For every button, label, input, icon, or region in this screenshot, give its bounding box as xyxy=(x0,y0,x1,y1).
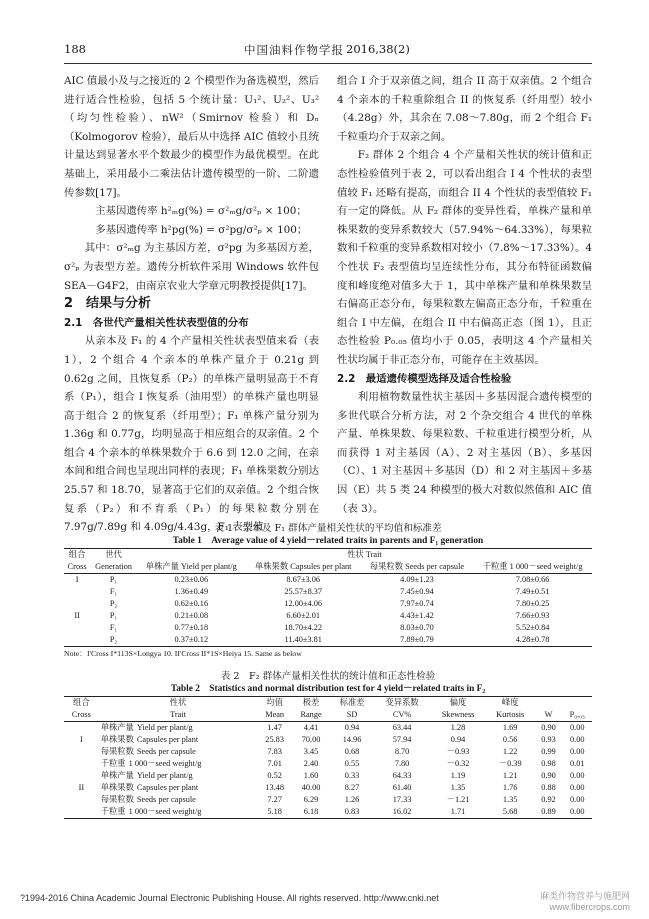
value-cell: 0.55 xyxy=(344,759,360,768)
table-2-header-en: Mean xyxy=(257,709,292,722)
value-cell: 0.56 xyxy=(502,735,518,744)
value-cell: 0.37±0.12 xyxy=(137,634,246,647)
value-cell: 12.00±4.06 xyxy=(284,599,323,608)
value-cell: 0.89 xyxy=(535,806,563,819)
value-cell: 7.97±0.74 xyxy=(400,599,434,608)
value-cell: 0.33 xyxy=(344,771,360,780)
value-cell: 7.89±0.79 xyxy=(361,634,473,647)
value-cell: 1.26 xyxy=(344,795,360,804)
value-cell: 0.94 xyxy=(344,723,360,732)
value-cell: 1.47 xyxy=(267,723,282,732)
page-footer xyxy=(20,891,640,912)
trait-cell xyxy=(99,734,258,746)
value-cell: 7.45±0.94 xyxy=(400,587,434,596)
trait-cell xyxy=(99,746,258,758)
table-1-note: Note：I'Cross I*113S×Longya 10. II'Cross II*1S×Heiya 15. Same as below xyxy=(64,649,302,658)
table-2-caption-en: Table 2 Statistics and normal distribution test for 4 yield－related traits in F₂ xyxy=(170,684,486,694)
table-2-header-cn: 标准差 xyxy=(330,697,374,710)
value-cell: 7.49±0.51 xyxy=(515,587,550,596)
trait-cn: 千粒重 xyxy=(100,807,126,816)
value-cell: 8.67±3.06 xyxy=(286,575,321,584)
table-row xyxy=(64,610,592,622)
table-row xyxy=(64,770,592,782)
table-row xyxy=(64,622,592,634)
body-paragraph: 从亲本及 F₁ 的 4 个产量相关性状表型值来看（表 1），2 个组合 4 个亲本的单株产量介于 0.21g 到 0.62g 之间，且恢复系（P₂）的单株产量明显高于不育系（P₁），组合 I 恢复系（油用型）的单株产量也明显高于组合 2 的恢复系（纤用型）；F₁ 单株产量分别为 1.36g 和 0.77g，均明显高于相应组合的双亲值。2 个组合 4 个亲本的单株果数介于 6.6 到 12.0 之间，在亲本间和组合间也呈现出同样的表现；F₁ 单株果数分别达 25.57 和 18.70，显著高于它们的双亲值。2 个组合恢复系（P₂）和不育系（P₁）的每果粒数分别在 7.97g/7.89g 和 4.09g/4.43g，F₁ 表型值 xyxy=(64,335,319,534)
table-row xyxy=(64,746,592,758)
value-cell: 0.93 xyxy=(541,735,556,744)
value-cell: 2.40 xyxy=(303,759,319,768)
table-1-header-trait: 性状 Trait xyxy=(137,549,592,562)
value-cell: 11.40±3.81 xyxy=(246,634,361,647)
table-2-header-cn: 峰度 xyxy=(486,697,535,710)
trait-cn: 单株果数 xyxy=(100,783,134,792)
value-cell: 7.83 xyxy=(267,747,282,756)
generation-cell: P₁ xyxy=(109,575,118,584)
value-cell: －0.39 xyxy=(498,759,522,768)
value-cell: 0.00 xyxy=(570,723,585,732)
table-1-header-cross-en: Cross xyxy=(64,561,90,574)
table-1-header-cross-cn: 组合 xyxy=(64,549,90,562)
trait-cell xyxy=(99,770,258,782)
cross-cell xyxy=(64,634,90,647)
trait-en: Capsules per plant xyxy=(136,783,199,792)
table-row xyxy=(64,722,592,735)
value-cell: 0.00 xyxy=(570,747,585,756)
value-cell: 7.01 xyxy=(267,759,282,768)
value-cell: 1.60 xyxy=(303,771,319,780)
value-cell: 4.28±0.78 xyxy=(473,634,592,647)
table-2-header-en: Skewness xyxy=(430,709,486,722)
value-cell: 0.00 xyxy=(563,806,592,819)
value-cell: 1.36±0.49 xyxy=(174,587,209,596)
table-1-grid xyxy=(64,548,592,647)
value-cell: 8.03±0.70 xyxy=(400,623,434,632)
value-cell: 17.33 xyxy=(392,795,412,804)
value-cell: 64.33 xyxy=(392,771,412,780)
table-2-header-en: SD xyxy=(330,709,374,722)
value-cell: 8.27 xyxy=(344,783,360,792)
table-row xyxy=(64,598,592,610)
value-cell: 7.80 xyxy=(394,759,410,768)
value-cell: 0.90 xyxy=(541,771,556,780)
trait-en: Capsules per plant xyxy=(136,735,199,744)
table-2-header-en: Kurtosis xyxy=(486,709,535,722)
table-row xyxy=(64,586,592,598)
value-cell: 4.41 xyxy=(303,723,319,732)
subsection-heading: 2.1 各世代产量相关性状表型值的分布 xyxy=(64,316,249,329)
table-2-header-cn xyxy=(563,697,592,710)
trait-en: 1 000－seed weight/g xyxy=(128,807,202,816)
page-number: 188 xyxy=(64,42,86,56)
formula-line: 主基因遗传率 h²ₘg(%) = σ²ₘg/σ²ₚ × 100； xyxy=(95,205,307,218)
table-row xyxy=(64,634,592,647)
table-1-body xyxy=(64,574,592,647)
right-column xyxy=(337,72,592,518)
running-header xyxy=(64,42,592,60)
value-cell: 0.00 xyxy=(570,795,585,804)
value-cell: －0.93 xyxy=(446,747,470,756)
trait-cell xyxy=(99,806,258,819)
value-cell: 4.43±1.42 xyxy=(400,611,434,620)
table-1-header-generation-en: Generation xyxy=(90,561,137,574)
trait-cn: 每果粒数 xyxy=(100,795,134,804)
value-cell: 7.27 xyxy=(267,795,282,804)
generation-cell: P₁ xyxy=(109,611,118,620)
value-cell: 25.83 xyxy=(265,735,284,744)
value-cell: 0.21±0.08 xyxy=(174,611,209,620)
generation-cell: P₂ xyxy=(109,599,118,608)
table-2-header-en: CV% xyxy=(374,709,430,722)
value-cell: 63.44 xyxy=(392,723,412,732)
table-2-body xyxy=(64,722,592,819)
value-cell: 4.09±1.23 xyxy=(400,575,434,584)
cross-cell xyxy=(64,806,99,819)
value-cell: 6.18 xyxy=(292,806,330,819)
value-cell: 5.18 xyxy=(257,806,292,819)
table-2-header-en: Trait xyxy=(99,709,258,722)
table-2-header-en: W xyxy=(535,709,563,722)
value-cell: 70.00 xyxy=(301,735,321,744)
value-cell: 1.28 xyxy=(450,723,466,732)
trait-en: Yield per plant/g xyxy=(136,771,193,780)
cross-cell xyxy=(64,794,99,806)
cross-cell: II xyxy=(78,783,85,792)
table-row xyxy=(64,782,592,794)
value-cell: 18.70±4.22 xyxy=(284,623,323,632)
trait-cn: 单株果数 xyxy=(100,735,134,744)
table-2-grid xyxy=(64,696,592,819)
value-cell: 0.88 xyxy=(541,783,556,792)
value-cell: 0.99 xyxy=(541,747,556,756)
section-heading: 2 结果与分析 xyxy=(64,296,152,312)
value-cell: 0.94 xyxy=(450,735,466,744)
value-cell: －0.32 xyxy=(446,759,470,768)
table-2-header-en: P₀.₀₅ xyxy=(563,709,592,722)
table-2-header-cn xyxy=(535,697,563,710)
cross-cell: I xyxy=(79,735,83,744)
site-watermark: 麻类作物营养与施肥网 www.fibercrops.com xyxy=(539,891,630,912)
subsection-heading: 2.2 最适遗传模型选择及适合性检验 xyxy=(337,372,512,385)
body-paragraph: 利用植物数量性状主基因＋多基因混合遗传模型的多世代联合分析方法，对 2 个杂交组合 4 世代的单株产量、单株果数、每果粒数、千粒重进行模型分析，从而获得 1 对主基因（A）、2 对主基因（B）、多基因（C）、1 对主基因＋多基因（D）和 2 对主基因＋多基因（E）共 5 类 24 种模型的极大对数似然值和 AIC 值（表 3）。 xyxy=(337,391,592,515)
value-cell: 0.83 xyxy=(330,806,374,819)
value-cell: 1.35 xyxy=(502,795,518,804)
generation-cell: F₁ xyxy=(109,623,118,632)
value-cell: 5.68 xyxy=(486,806,535,819)
value-cell: 25.57±8.37 xyxy=(284,587,323,596)
trait-cell xyxy=(99,758,258,770)
table-2-header-en: Cross xyxy=(64,709,99,722)
table-2-header-cn: 组合 xyxy=(64,697,99,710)
trait-cell xyxy=(99,794,258,806)
generation-cell: F₁ xyxy=(109,587,118,596)
table-row xyxy=(64,758,592,770)
table-1-col-yield: 单株产量 Yield per plant/g xyxy=(137,561,246,574)
trait-cn: 每果粒数 xyxy=(100,747,134,756)
value-cell: 0.23±0.06 xyxy=(174,575,209,584)
value-cell: 1.69 xyxy=(502,723,518,732)
value-cell: 13.48 xyxy=(265,783,284,792)
value-cell: 7.80±0.25 xyxy=(515,599,550,608)
trait-cell xyxy=(99,782,258,794)
value-cell: 0.62±0.16 xyxy=(174,599,209,608)
table-row xyxy=(64,734,592,746)
value-cell: 14.96 xyxy=(342,735,362,744)
value-cell: 0.92 xyxy=(541,795,556,804)
table-1-col-seeds: 每果粒数 Seeds per capsule xyxy=(361,561,473,574)
value-cell: 0.77±0.18 xyxy=(174,623,209,632)
table-row xyxy=(64,806,592,819)
table-1 xyxy=(64,522,592,659)
cross-cell xyxy=(64,770,99,782)
table-2-header-cn: 偏度 xyxy=(430,697,486,710)
table-1-caption-en: Table 1 Average value of 4 yield－related traits in parents and F₁ generation xyxy=(172,536,484,546)
value-cell: 6.60±2.01 xyxy=(286,611,321,620)
trait-en: Seeds per capsule xyxy=(136,795,196,804)
trait-cell xyxy=(99,722,258,735)
value-cell: 1.21 xyxy=(502,771,518,780)
trait-en: 1 000－seed weight/g xyxy=(128,759,202,768)
value-cell: 0.68 xyxy=(344,747,360,756)
value-cell: 0.98 xyxy=(541,759,556,768)
table-2-header-cn: 极差 xyxy=(292,697,330,710)
body-paragraph: F₂ 群体 2 个组合 4 个产量相关性状的统计值和正态性检验值列于表 2，可以看出组合 I 4 个性状的表型值较 F₁ 还略有提高，而组合 II 4 个性状的表型值较 F₁ 有一定的降低。从 F₂ 群体的变异性看，单株产量和单株果数的变异系数较大（57.94%～64.33%），每果粒数和千粒重的变异系数相对较小（7.8%～17.33%）。4 个性状 F₂ 表型值均呈连续性分布，其分布特征函数偏度和峰度绝对值多大于 1，其中单株产量和单株果数呈右偏高正态分布，每果粒数左偏高正态分布，千粒重在组合 I 中左偏，在组合 II 中右偏高正态（图 1），且正态性检验 P₀.₀₅ 值均小于 0.05，表明这 4 个产量相关性状均属于非正态分布，可能存在主效基因。 xyxy=(337,149,592,366)
value-cell: －1.21 xyxy=(446,795,470,804)
body-paragraph: 组合 I 介于双亲值之间，组合 II 高于双亲值。2 个组合 4 个亲本的千粒重除组合 II 的恢复系（纤用型）较小（4.28g）外，其余在 7.08～7.80g，而 2 个组合 F₁ 千粒重均介于双亲之间。 xyxy=(337,75,592,143)
value-cell: 7.08±0.66 xyxy=(515,575,550,584)
table-2-header-cn: 变异系数 xyxy=(374,697,430,710)
value-cell: 0.52 xyxy=(267,771,282,780)
value-cell: 0.90 xyxy=(541,723,556,732)
cross-cell xyxy=(64,586,90,598)
value-cell: 57.94 xyxy=(392,735,412,744)
table-2-header-en: Range xyxy=(292,709,330,722)
value-cell: 40.00 xyxy=(301,783,321,792)
value-cell: 1.35 xyxy=(450,783,466,792)
body-paragraph: 其中：σ²ₘg 为主基因方差，σ²pg 为多基因方差，σ²ₚ 为表型方差。遗传分析软件采用 Windows 软件包 SEA－G4F2，由南京农业大学章元明教授提供[17]。 xyxy=(64,242,319,292)
table-1-col-weight: 千粒重 1 000－seed weight/g xyxy=(473,561,592,574)
cross-cell: I xyxy=(75,575,79,584)
body-paragraph: AIC 值最小及与之接近的 2 个模型作为备选模型，然后进行适合性检验，包括 5 个统计量：U₁²、U₂²、U₃²（均匀性检验）、nW²（Smirnov 检验）和 Dₙ（Kolmogorov 检验），最后从中选择 AIC 值较小且统计量达到显著水平个数最少的模型作为最优模型。在此基础上，采用最小二乘法估计遗传模型的一阶、二阶遗传参数[17]。 xyxy=(64,75,319,199)
table-1-caption-cn: 表 1 亲本及 F₁ 群体产量相关性状的平均值和标准差 xyxy=(214,523,442,534)
trait-cn: 单株产量 xyxy=(100,723,134,732)
value-cell: 0.01 xyxy=(570,759,585,768)
value-cell: 7.66±0.93 xyxy=(515,611,550,620)
value-cell: 0.00 xyxy=(570,735,585,744)
year-volume: 2016,38(2) xyxy=(346,42,410,56)
value-cell: 61.40 xyxy=(392,783,412,792)
formula-line: 多基因遗传率 h²pg(%) = σ²pg/σ²ₚ × 100； xyxy=(95,223,308,236)
table-2-header-cn: 均值 xyxy=(257,697,292,710)
trait-cn: 千粒重 xyxy=(100,759,126,768)
journal-title: 中国油料作物学报 xyxy=(244,43,344,57)
value-cell: 0.00 xyxy=(570,771,585,780)
trait-en: Seeds per capsule xyxy=(136,747,196,756)
table-1-header-generation-cn: 世代 xyxy=(90,549,137,562)
value-cell: 16.02 xyxy=(374,806,430,819)
cross-cell xyxy=(64,746,99,758)
generation-cell: P₂ xyxy=(90,634,137,647)
value-cell: 6.29 xyxy=(303,795,319,804)
table-row xyxy=(64,794,592,806)
table-1-col-capsules: 单株果数 Capsules per plant xyxy=(246,561,361,574)
value-cell: 1.22 xyxy=(502,747,518,756)
value-cell: 3.45 xyxy=(303,747,319,756)
trait-en: Yield per plant/g xyxy=(136,723,193,732)
left-column xyxy=(64,72,319,537)
value-cell: 1.76 xyxy=(502,783,518,792)
value-cell: 1.19 xyxy=(450,771,466,780)
cross-cell xyxy=(64,598,90,610)
value-cell: 1.71 xyxy=(430,806,486,819)
table-2-caption-cn: 表 2 F₂ 群体产量相关性状的统计值和正态性检验 xyxy=(220,671,436,682)
table-2-header-cn: 性状 xyxy=(99,697,258,710)
value-cell: 8.70 xyxy=(394,747,410,756)
cross-cell xyxy=(64,622,90,634)
header-rule xyxy=(64,63,592,64)
cross-cell: II xyxy=(74,611,80,620)
trait-cn: 单株产量 xyxy=(100,771,134,780)
cross-cell xyxy=(64,722,99,735)
cross-cell xyxy=(64,758,99,770)
value-cell: 0.00 xyxy=(570,783,585,792)
table-row xyxy=(64,574,592,587)
value-cell: 5.52±0.84 xyxy=(515,623,550,632)
copyright-line: ?1994-2016 China Academic Journal Electronic Publishing House. All rights reserved. http://www.cnki.net xyxy=(20,893,439,903)
table-2 xyxy=(64,670,592,819)
